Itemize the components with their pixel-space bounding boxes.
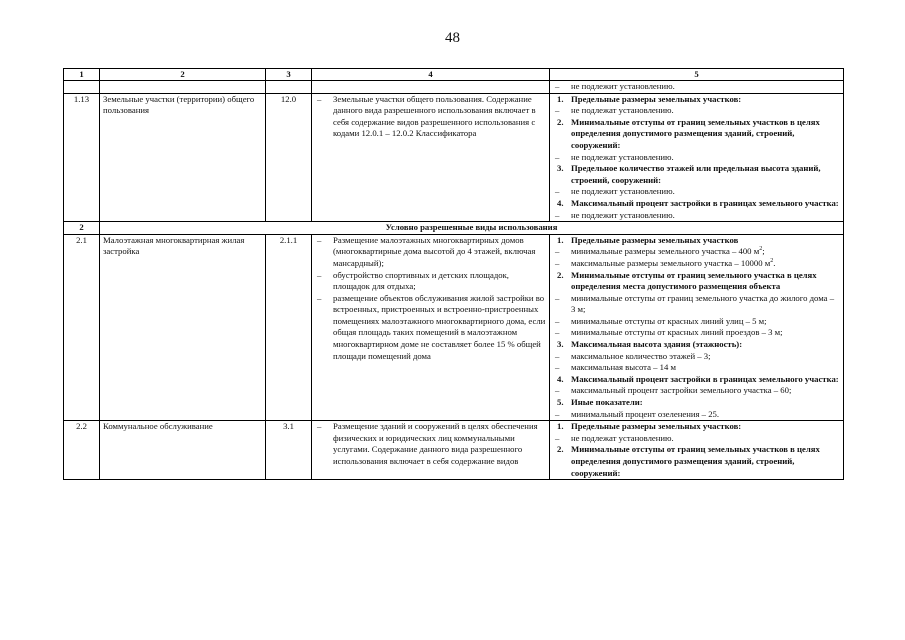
row-number: 2.1 bbox=[64, 234, 100, 421]
use-code: 2.1.1 bbox=[266, 234, 312, 421]
regulations-table bbox=[63, 68, 844, 480]
parameter-item: – максимальная высота – 14 м bbox=[555, 362, 676, 373]
table-row-2-2 bbox=[64, 421, 844, 480]
use-parameters bbox=[550, 421, 844, 480]
parameter-heading: 1. Предельные размеры земельных участков bbox=[557, 234, 739, 245]
use-name: Земельные участки (территории) общего пользования bbox=[100, 93, 266, 222]
parameter-heading: 2. Минимальные отступы от границ земельных участков в целях определения допустимого размещения зданий, строений, сооружений: bbox=[557, 444, 820, 478]
use-name: Малоэтажная многоквартирная жилая застройка bbox=[100, 234, 266, 421]
section-number: 2 bbox=[64, 222, 100, 235]
parameter-heading: 4. Максимальный процент застройки в границах земельного участка: bbox=[557, 373, 839, 384]
parameter-item: – максимальное количество этажей – 3; bbox=[555, 350, 711, 361]
header-col-1: 1 bbox=[64, 69, 100, 81]
parameter-item: – минимальные размеры земельного участка – 400 $м^2$; bbox=[555, 246, 765, 257]
use-parameters bbox=[550, 93, 844, 222]
parameter-heading: 2. Минимальные отступы от границ земельных участков в целях определения допустимого размещения зданий, строений, сооружений: bbox=[557, 116, 820, 150]
use-description bbox=[312, 421, 550, 480]
parameter-heading: 5. Иные показатели: bbox=[557, 397, 643, 408]
parameter-item: – не подлежит установлению. bbox=[555, 209, 675, 220]
section-row-2 bbox=[64, 222, 844, 235]
header-col-2: 2 bbox=[100, 69, 266, 81]
use-code: 12.0 bbox=[266, 93, 312, 222]
table-header-row bbox=[64, 69, 844, 81]
parameter-item: – максимальные размеры земельного участка – 10000 $м^2$. bbox=[555, 257, 776, 268]
description-item: – Размещение зданий и сооружений в целях обеспечения физических и юридических лиц коммунальными услугами. Содержание данного вида разрешенного использования включает в себя содержание видов bbox=[317, 421, 538, 466]
use-name: Коммунальное обслуживание bbox=[100, 421, 266, 480]
description-item: – обустройство спортивных и детских площадок, площадок для отдыха; bbox=[317, 269, 509, 292]
parameter-item: – не подлежат установлению. bbox=[555, 105, 674, 116]
parameter-item: – минимальные отступы от границ земельного участка до жилого дома – 3 м; bbox=[555, 292, 835, 315]
description-item: – Земельные участки общего пользования. Содержание данного вида разрешенного использования включает в себя содержание видов разрешенного использования с кодами 12.0.1 – 12.0.2 Классификатора bbox=[317, 93, 536, 139]
parameter-item: – не подлежат установлению. bbox=[555, 432, 674, 443]
header-col-3: 3 bbox=[266, 69, 312, 81]
row-number: 2.2 bbox=[64, 421, 100, 480]
parameter-item: – минимальный процент озеленения – 25. bbox=[555, 408, 720, 419]
description-item: – Размещение малоэтажных многоквартирных домов (многоквартирные дома высотой до 4 этажей, включая мансардный); bbox=[317, 234, 536, 268]
parameter-item: – минимальные отступы от красных линий проездов – 3 м; bbox=[555, 327, 783, 338]
description-item: – размещение объектов обслуживания жилой застройки во встроенных, пристроенных и встроенно-пристроенных помещениях малоэтажного многоквартирного дома, если общая площадь таких помещений в малоэтажном многоквартирном доме не составляет более 15 % общей площади помещений дома bbox=[317, 292, 546, 361]
table-row-continuation bbox=[64, 81, 844, 94]
parameter-item: – минимальные отступы от красных линий улиц – 5 м; bbox=[555, 315, 767, 326]
table-row-2-1 bbox=[64, 234, 844, 421]
page-number: 48 bbox=[445, 30, 460, 46]
section-title: Условно разрешенные виды использования bbox=[100, 222, 844, 235]
parameter-heading: 3. Максимальная высота здания (этажность): bbox=[557, 339, 743, 350]
row-number: 1.13 bbox=[64, 93, 100, 222]
parameter-heading: 4. Максимальный процент застройки в границах земельного участка: bbox=[557, 197, 839, 208]
parameter-item: – не подлежит установлению. bbox=[555, 186, 675, 197]
use-parameters bbox=[550, 234, 844, 421]
continuation-item: – не подлежит установлению. bbox=[555, 81, 675, 91]
parameter-item: – не подлежат установлению. bbox=[555, 151, 674, 162]
parameter-heading: 1. Предельные размеры земельных участков: bbox=[557, 421, 742, 432]
use-code: 3.1 bbox=[266, 421, 312, 480]
parameter-heading: 3. Предельное количество этажей или предельная высота зданий, строений, сооружений: bbox=[557, 163, 821, 185]
table-row-1-13 bbox=[64, 93, 844, 222]
parameter-heading: 2. Минимальные отступы от границ земельного участка в целях определения места допустимого размещения объекта bbox=[557, 269, 817, 292]
parameter-item: – максимальный процент застройки земельного участка – 60; bbox=[555, 385, 792, 396]
header-col-4: 4 bbox=[312, 69, 550, 81]
use-description bbox=[312, 93, 550, 222]
header-col-5: 5 bbox=[550, 69, 844, 81]
parameter-heading: 1. Предельные размеры земельных участков: bbox=[557, 93, 742, 104]
use-description bbox=[312, 234, 550, 421]
